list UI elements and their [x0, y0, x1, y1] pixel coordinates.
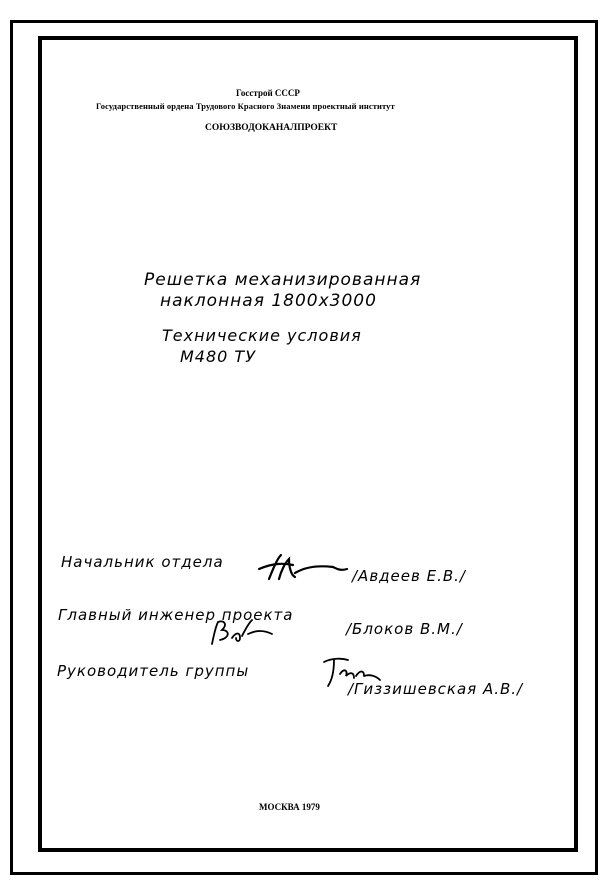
signature-department-head	[255, 553, 350, 583]
signatory-name-group-leader: /Гиззишевская А.В./	[348, 680, 524, 698]
signatory-role-group-leader: Руководитель группы	[57, 662, 250, 680]
city-year: МОСКВА 1979	[259, 802, 320, 812]
document-title-line-1: Решетка механизированная	[144, 270, 422, 290]
signatory-role-chief-engineer: Главный инженер проекта	[58, 606, 294, 624]
signatory-name-department-head: /Авдеев Е.В./	[352, 567, 466, 585]
signatory-name-chief-engineer: /Блоков В.М./	[346, 620, 463, 638]
document-title-line-2: наклонная 1800х3000	[160, 291, 377, 311]
signature-chief-engineer	[206, 616, 276, 648]
inner-border	[38, 36, 578, 852]
signatory-role-department-head: Начальник отдела	[61, 553, 224, 571]
agency-name: Госстрой СССР	[236, 88, 300, 98]
document-type: Технические условия	[162, 326, 362, 345]
institute-name: Государственный ордена Трудового Красного Знамени проектный институт	[96, 101, 395, 111]
organization-name: СОЮЗВОДОКАНАЛПРОЕКТ	[205, 123, 338, 133]
document-code: М480 ТУ	[180, 347, 256, 366]
